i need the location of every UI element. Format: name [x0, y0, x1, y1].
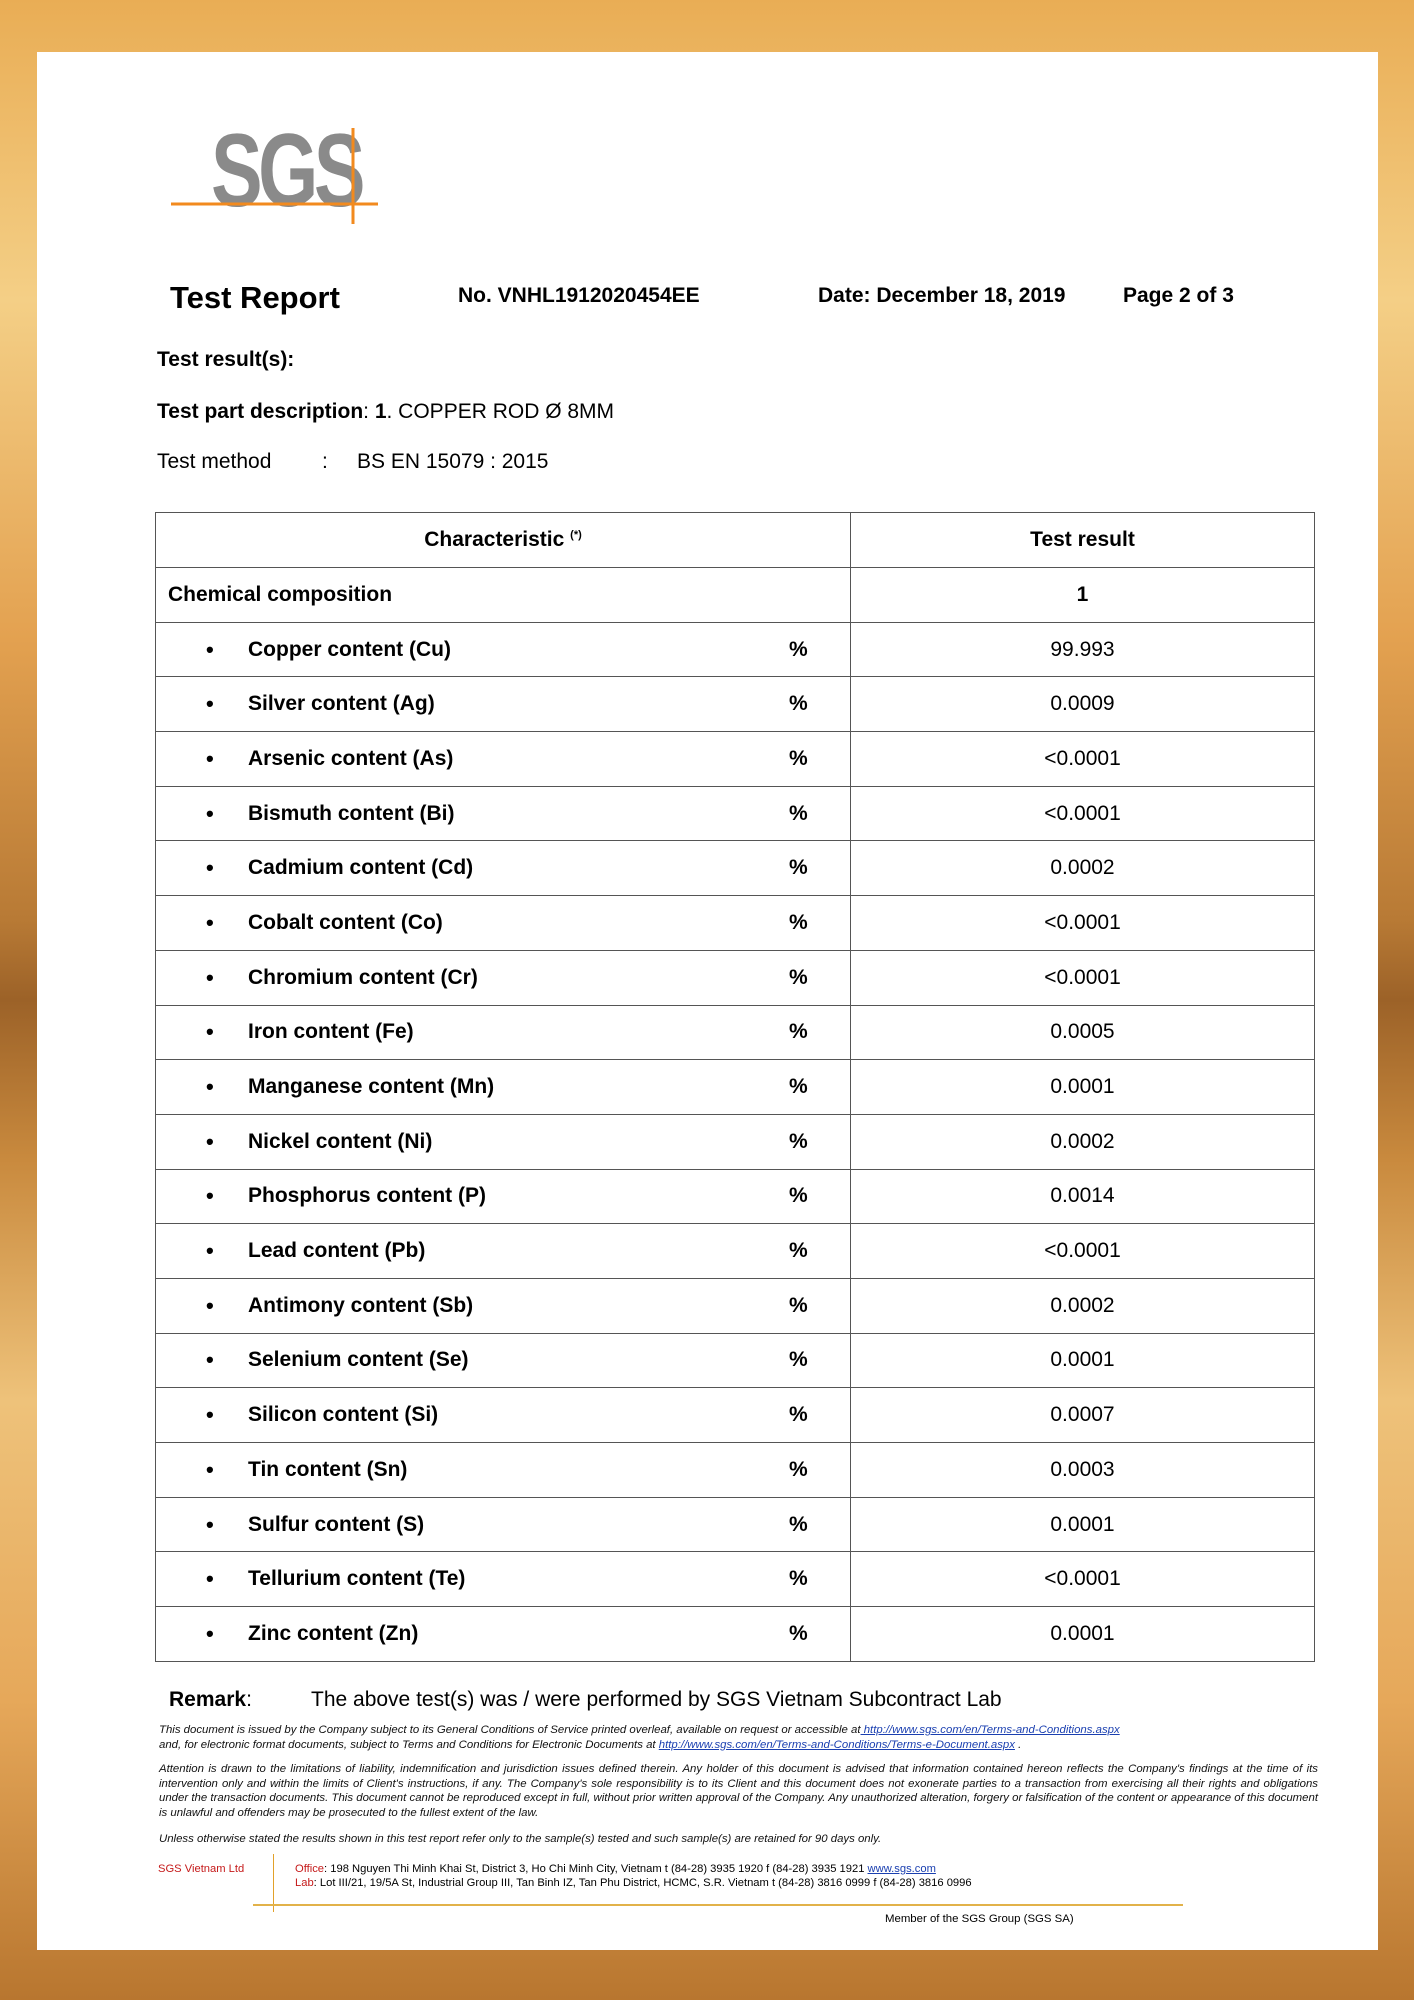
terms-text-b: and, for electronic format documents, subject to Terms and Conditions for Electronic Documents at — [159, 1738, 659, 1751]
characteristic-name: Arsenic content (As) — [248, 746, 454, 770]
report-date: Date: December 18, 2019 — [818, 284, 1066, 307]
characteristic-cell — [156, 1114, 851, 1169]
test-result-value: <0.0001 — [851, 1224, 1315, 1279]
test-method-value: BS EN 15079 : 2015 — [357, 450, 549, 473]
test-result-value: 0.0005 — [851, 1005, 1315, 1060]
terms-paragraph — [159, 1723, 1318, 1752]
table-row — [156, 1224, 1315, 1279]
bullet-icon: • — [206, 800, 214, 826]
unit: % — [789, 1075, 808, 1099]
characteristic-name: Cobalt content (Co) — [248, 910, 443, 934]
test-result-value: 0.0009 — [851, 677, 1315, 732]
bullet-icon: • — [206, 1566, 214, 1592]
report-number: No. VNHL1912020454EE — [458, 284, 700, 307]
unit: % — [789, 1567, 808, 1591]
characteristic-name: Phosphorus content (P) — [248, 1184, 486, 1208]
characteristic-header — [156, 513, 851, 568]
characteristic-cell — [156, 1443, 851, 1498]
characteristic-cell-content — [156, 896, 850, 950]
characteristic-cell-content — [156, 841, 850, 895]
test-result-value: 99.993 — [851, 622, 1315, 677]
unit: % — [789, 1403, 808, 1427]
test-result-value: <0.0001 — [851, 896, 1315, 951]
characteristic-cell-content — [156, 787, 850, 841]
characteristic-cell — [156, 896, 851, 951]
unit: % — [789, 1293, 808, 1317]
unit: % — [789, 692, 808, 716]
table-row — [156, 1388, 1315, 1443]
bullet-icon: • — [206, 1128, 214, 1154]
characteristic-cell — [156, 1497, 851, 1552]
test-result-value: 0.0002 — [851, 1114, 1315, 1169]
unit: % — [789, 1512, 808, 1536]
test-result-value: 0.0001 — [851, 1497, 1315, 1552]
characteristic-name: Nickel content (Ni) — [248, 1129, 433, 1153]
terms-text-c: . — [1014, 1738, 1022, 1751]
bullet-icon: • — [206, 1019, 214, 1045]
group-label: Chemical composition — [156, 568, 851, 623]
bullet-icon: • — [206, 909, 214, 935]
test-result-value: 0.0001 — [851, 1607, 1315, 1662]
test-part-description — [157, 400, 614, 424]
characteristic-name: Lead content (Pb) — [248, 1239, 426, 1263]
table-row — [156, 677, 1315, 732]
characteristic-footnote-marker: (*) — [570, 529, 582, 541]
bullet-icon: • — [206, 1074, 214, 1100]
table-row — [156, 1552, 1315, 1607]
characteristic-cell-content — [156, 951, 850, 1005]
characteristic-cell — [156, 1005, 851, 1060]
characteristic-name: Cadmium content (Cd) — [248, 856, 474, 880]
unit: % — [789, 1239, 808, 1263]
characteristic-cell — [156, 677, 851, 732]
test-result-value: 0.0002 — [851, 841, 1315, 896]
characteristic-cell — [156, 950, 851, 1005]
test-result-value: 0.0001 — [851, 1333, 1315, 1388]
bullet-icon: • — [206, 1347, 214, 1373]
test-method-label: Test method — [157, 450, 272, 473]
characteristic-name: Bismuth content (Bi) — [248, 801, 455, 825]
unit: % — [789, 965, 808, 989]
characteristic-cell-content — [156, 1170, 850, 1224]
characteristic-cell-content — [156, 677, 850, 731]
bullet-icon: • — [206, 1292, 214, 1318]
group-row — [156, 568, 1315, 623]
unit: % — [789, 1457, 808, 1481]
terms-link[interactable]: http://www.sgs.com/en/Terms-and-Conditions.aspx — [860, 1724, 1120, 1736]
characteristic-cell-content — [156, 623, 850, 677]
lab-label: Lab — [295, 1877, 314, 1889]
bullet-icon: • — [206, 1456, 214, 1482]
sgs-logo — [167, 100, 417, 230]
table-row — [156, 622, 1315, 677]
website-link[interactable]: www.sgs.com — [867, 1863, 936, 1875]
remark-colon: : — [246, 1688, 252, 1711]
table-row — [156, 1114, 1315, 1169]
part-text: . COPPER ROD Ø 8MM — [386, 400, 615, 423]
table-row — [156, 1278, 1315, 1333]
characteristic-cell-content — [156, 1498, 850, 1552]
bullet-icon: • — [206, 636, 214, 662]
test-result-value: 0.0014 — [851, 1169, 1315, 1224]
characteristic-name: Selenium content (Se) — [248, 1348, 469, 1372]
characteristic-cell — [156, 1607, 851, 1662]
characteristic-name: Sulfur content (S) — [248, 1512, 425, 1536]
table-row — [156, 1443, 1315, 1498]
member-statement: Member of the SGS Group (SGS SA) — [885, 1913, 1074, 1925]
characteristic-name: Chromium content (Cr) — [248, 965, 478, 989]
characteristic-cell — [156, 841, 851, 896]
table-row — [156, 1060, 1315, 1115]
characteristic-cell-content — [156, 1115, 850, 1169]
characteristic-cell — [156, 622, 851, 677]
characteristic-cell-content — [156, 732, 850, 786]
bullet-icon: • — [206, 745, 214, 771]
characteristic-cell-content — [156, 1443, 850, 1497]
characteristic-name: Antimony content (Sb) — [248, 1293, 474, 1317]
bullet-icon: • — [206, 855, 214, 881]
table-row — [156, 1333, 1315, 1388]
characteristic-name: Silicon content (Si) — [248, 1403, 439, 1427]
characteristic-cell-content — [156, 1224, 850, 1278]
test-result-value: 0.0001 — [851, 1060, 1315, 1115]
report-page — [37, 52, 1378, 1950]
table-row — [156, 896, 1315, 951]
characteristic-cell-content — [156, 1388, 850, 1442]
office-label: Office — [295, 1863, 325, 1875]
table-row — [156, 1169, 1315, 1224]
bullet-icon: • — [206, 1511, 214, 1537]
test-result-header: Test result — [851, 513, 1315, 568]
part-separator: : — [363, 400, 375, 423]
test-result-value: 0.0002 — [851, 1278, 1315, 1333]
characteristic-name: Iron content (Fe) — [248, 1020, 414, 1044]
remark-label — [169, 1688, 252, 1712]
table-row — [156, 841, 1315, 896]
characteristic-cell — [156, 1333, 851, 1388]
sample-number: 1 — [851, 568, 1315, 623]
characteristic-cell — [156, 786, 851, 841]
remark-text: The above test(s) was / were performed by SGS Vietnam Subcontract Lab — [311, 1688, 1002, 1711]
characteristic-cell — [156, 1278, 851, 1333]
bullet-icon: • — [206, 1620, 214, 1646]
unit: % — [789, 1184, 808, 1208]
footer-company: SGS Vietnam Ltd — [158, 1863, 245, 1875]
unit: % — [789, 1020, 808, 1044]
test-result-value: <0.0001 — [851, 732, 1315, 787]
characteristic-name: Silver content (Ag) — [248, 692, 435, 716]
characteristic-cell — [156, 732, 851, 787]
characteristic-cell — [156, 1224, 851, 1279]
bullet-icon: • — [206, 691, 214, 717]
unit: % — [789, 1348, 808, 1372]
retention-paragraph: Unless otherwise stated the results shown in this test report refer only to the sample(s) tested and such sample(s) are retained for 90 days only. — [159, 1833, 882, 1845]
terms-text-a: This document is issued by the Company subject to its General Conditions of Service printed overleaf, available on request or accessible at — [159, 1724, 861, 1736]
svg-text:SGS: SGS — [211, 113, 363, 229]
characteristic-cell — [156, 1388, 851, 1443]
characteristic-cell — [156, 1060, 851, 1115]
characteristic-cell-content — [156, 1552, 850, 1606]
table-row — [156, 950, 1315, 1005]
report-title: Test Report — [170, 280, 340, 315]
unit: % — [789, 1129, 808, 1153]
characteristic-cell-content — [156, 1334, 850, 1388]
test-result-value: <0.0001 — [851, 1552, 1315, 1607]
footer-office — [295, 1862, 936, 1877]
bullet-icon: • — [206, 1238, 214, 1264]
table-row — [156, 1005, 1315, 1060]
unit: % — [789, 801, 808, 825]
part-label: Test part description — [157, 400, 364, 423]
characteristic-name: Tellurium content (Te) — [248, 1567, 466, 1591]
test-result-value: 0.0007 — [851, 1388, 1315, 1443]
part-index: 1 — [374, 400, 387, 423]
test-results-label: Test result(s): — [157, 348, 295, 371]
characteristic-name: Zinc content (Zn) — [248, 1621, 419, 1645]
unit: % — [789, 637, 808, 661]
characteristic-cell-content — [156, 1279, 850, 1333]
unit: % — [789, 746, 808, 770]
table-row — [156, 1607, 1315, 1662]
characteristic-header-label: Characteristic — [424, 528, 565, 551]
characteristic-cell — [156, 1169, 851, 1224]
test-result-value: 0.0003 — [851, 1443, 1315, 1498]
office-address: : 198 Nguyen Thi Minh Khai St, District 3, Ho Chi Minh City, Vietnam t (84-28) 3935 1920 f (84-28) 3935 1921 — [324, 1863, 868, 1875]
characteristic-name: Copper content (Cu) — [248, 637, 451, 661]
footer-lab — [295, 1876, 972, 1891]
bullet-icon: • — [206, 1402, 214, 1428]
bullet-icon: • — [206, 1183, 214, 1209]
characteristic-name: Tin content (Sn) — [248, 1457, 408, 1481]
table-row — [156, 1497, 1315, 1552]
table-row — [156, 732, 1315, 787]
liability-paragraph: Attention is drawn to the limitations of liability, indemnification and jurisdiction issues defined therein. Any holder of this document is advised that information contained hereon reflects the Company's findings at the time of its intervention only and within the limits of Client's instructions, if any. The Company's sole responsibility is to its Client and this document does not exonerate parties to a transaction from exercising all their rights and obligations under the transaction documents. This document cannot be reproduced except in full, without prior written approval of the Company. Any unauthorized alteration, forgery or falsification of the content or appearance of this document is unlawful and offenders may be prosecuted to the fullest extent of the law. — [159, 1763, 1318, 1819]
characteristic-name: Manganese content (Mn) — [248, 1075, 495, 1099]
unit: % — [789, 1621, 808, 1645]
test-method-separator: : — [322, 450, 328, 473]
characteristic-cell-content — [156, 1006, 850, 1060]
e-document-terms-link[interactable]: http://www.sgs.com/en/Terms-and-Conditions/Terms-e-Document.aspx — [658, 1738, 1015, 1751]
characteristic-cell-content — [156, 1060, 850, 1114]
table-header-row — [156, 513, 1315, 568]
footer-divider-horizontal — [253, 1904, 1183, 1906]
test-result-value: <0.0001 — [851, 950, 1315, 1005]
unit: % — [789, 856, 808, 880]
test-result-value: <0.0001 — [851, 786, 1315, 841]
characteristic-cell-content — [156, 1607, 850, 1661]
lab-address: : Lot III/21, 19/5A St, Industrial Group III, Tan Binh IZ, Tan Phu District, HCMC, S.R. Vietnam t (84-28) 3816 0999 f (84-28) 3816 0996 — [313, 1877, 972, 1889]
bullet-icon: • — [206, 964, 214, 990]
page-number: Page 2 of 3 — [1123, 284, 1234, 307]
table-row — [156, 786, 1315, 841]
characteristic-cell — [156, 1552, 851, 1607]
remark-label-text: Remark — [169, 1688, 247, 1711]
unit: % — [789, 910, 808, 934]
results-table — [155, 512, 1315, 1662]
